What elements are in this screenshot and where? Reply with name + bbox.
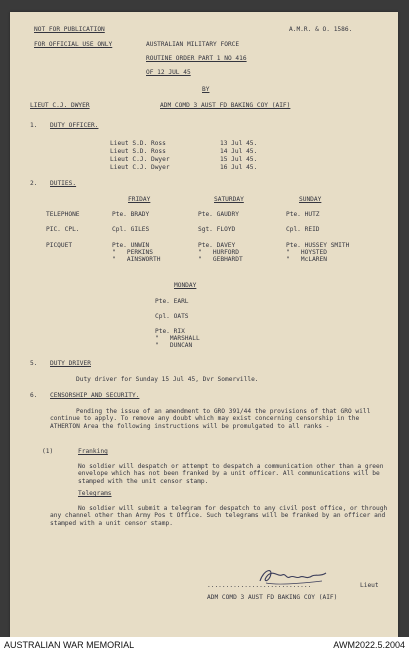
picquet-saturday-3: " GEBHARDT bbox=[198, 256, 243, 263]
section-1-number: 1. bbox=[30, 122, 38, 129]
monday-duty: Pte. RIX bbox=[155, 328, 185, 335]
day-header-monday: MONDAY bbox=[174, 282, 197, 289]
signature-line: ............................ bbox=[207, 582, 312, 589]
telegrams-title: Telegrams bbox=[78, 490, 112, 497]
document-page bbox=[10, 12, 398, 637]
telephone-sunday: Pte. HUTZ bbox=[286, 211, 320, 218]
duty-officer-date: 14 Jul 45. bbox=[220, 148, 258, 155]
official-use-label: FOR OFFICIAL USE ONLY bbox=[34, 41, 113, 48]
duty-officer-name: Lieut C.J. Dwyer bbox=[110, 156, 170, 163]
picquet-saturday-1: Pte. DAVEY bbox=[198, 242, 236, 249]
duty-officer-name: Lieut S.D. Ross bbox=[110, 148, 166, 155]
telephone-saturday: Pte. GAUDRY bbox=[198, 211, 239, 218]
duty-officer-date: 16 Jul 45. bbox=[220, 164, 258, 171]
pic-cpl-label: PIC. CPL. bbox=[46, 226, 80, 233]
telephone-friday: Pte. BRADY bbox=[112, 211, 150, 218]
duty-driver-text: Duty driver for Sunday 15 Jul 45, Dvr Somerville. bbox=[76, 376, 259, 383]
section-1-title: DUTY OFFICER. bbox=[50, 122, 99, 129]
picquet-label: PICQUET bbox=[46, 242, 73, 249]
footer-accession-id: AWM2022.5.2004 bbox=[333, 640, 405, 650]
section-2-title: DUTIES. bbox=[50, 180, 77, 187]
picquet-friday-2: " PERKINS bbox=[112, 249, 153, 256]
monday-duty: Pte. EARL bbox=[155, 298, 189, 305]
pic-cpl-friday: Cpl. GILES bbox=[112, 226, 150, 233]
censorship-intro: Pending the issue of an amendment to GRO 391/44 the provisions of that GRO will continue to apply. To remove any doubt which may exist concerning censorship in the ATHERTON Area the following instructions will be promulgated to all ranks - bbox=[50, 408, 371, 430]
unit-name: ADM COMD 3 AUST FD BAKING COY (AIF) bbox=[160, 102, 291, 109]
day-header-sunday: SUNDAY bbox=[299, 196, 322, 203]
not-for-publication: NOT FOR PUBLICATION bbox=[34, 26, 105, 33]
officer-name: LIEUT C.J. DWYER bbox=[30, 102, 90, 109]
duty-officer-date: 13 Jul 45. bbox=[220, 140, 258, 147]
telephone-label: TELEPHONE bbox=[46, 211, 80, 218]
picquet-friday-3: " AINSWORTH bbox=[112, 256, 161, 263]
subsection-1-number: (1) bbox=[42, 448, 54, 455]
section-5-number: 5. bbox=[30, 360, 38, 367]
franking-text: No soldier will despatch or attempt to despatch a communication other than a green envelope which has not been franked by a unit officer. All communications will be stamped with the unit censor stamp. bbox=[78, 463, 384, 485]
picquet-sunday-3: " McLAREN bbox=[286, 256, 327, 263]
day-header-friday: FRIDAY bbox=[128, 196, 151, 203]
section-5-title: DUTY DRIVER bbox=[50, 360, 91, 367]
picquet-sunday-1: Pte. HUSSEY SMITH bbox=[286, 242, 350, 249]
section-6-number: 6. bbox=[30, 392, 38, 399]
signature-unit: ADM COMD 3 AUST FD BAKING COY (AIF) bbox=[207, 594, 338, 601]
day-header-saturday: SATURDAY bbox=[214, 196, 244, 203]
duty-officer-name: Lieut S.D. Ross bbox=[110, 140, 166, 147]
monday-duty: " MARSHALL bbox=[155, 335, 200, 342]
footer-institution: AUSTRALIAN WAR MEMORIAL bbox=[4, 640, 135, 650]
force-title: AUSTRALIAN MILITARY FORCE bbox=[146, 41, 240, 48]
telegrams-text: No soldier will submit a telegram for despatch to any civil post office, or through any channel other than Army Pos t Office. Such telegrams will be franked by an officer and stamped with a unit censor stamp. bbox=[50, 505, 388, 527]
by-label: BY bbox=[202, 86, 210, 93]
order-title: ROUTINE ORDER PART 1 NO 416 bbox=[146, 55, 247, 62]
franking-title: Franking bbox=[78, 448, 108, 455]
signature-rank: Lieut bbox=[360, 582, 379, 589]
picquet-saturday-2: " HURFORD bbox=[198, 249, 239, 256]
section-2-number: 2. bbox=[30, 180, 38, 187]
footer-bar bbox=[0, 637, 409, 653]
picquet-sunday-2: " HOYSTED bbox=[286, 249, 327, 256]
monday-duty: " DUNCAN bbox=[155, 342, 193, 349]
duty-officer-date: 15 Jul 45. bbox=[220, 156, 258, 163]
order-date: OF 12 JUL 45 bbox=[146, 69, 191, 76]
amr-reference: A.M.R. & O. 1586. bbox=[289, 26, 353, 33]
duty-officer-name: Lieut C.J. Dwyer bbox=[110, 164, 170, 171]
picquet-friday-1: Pte. UNWIN bbox=[112, 242, 150, 249]
pic-cpl-sunday: Cpl. REID bbox=[286, 226, 320, 233]
monday-duty: Cpl. OATS bbox=[155, 313, 189, 320]
section-6-title: CENSORSHIP AND SECURITY. bbox=[50, 392, 140, 399]
pic-cpl-saturday: Sgt. FLOYD bbox=[198, 226, 236, 233]
